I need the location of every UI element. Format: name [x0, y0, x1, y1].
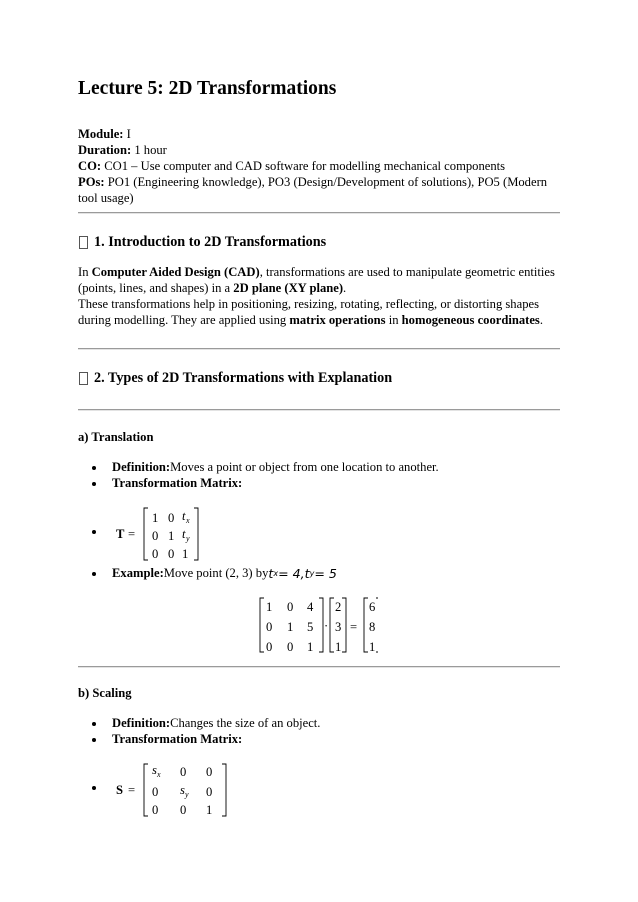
example-sub: x	[273, 569, 279, 578]
duration-label: Duration:	[78, 143, 132, 157]
module-label: Module:	[78, 127, 124, 141]
intro-text: .	[539, 313, 543, 327]
co-value: CO1 – Use computer and CAD software for modelling mechanical components	[101, 159, 506, 173]
example-text: Move point (2, 3) by	[163, 566, 269, 580]
module-value: I	[123, 127, 131, 141]
section-1-heading	[78, 234, 326, 251]
list-item	[92, 786, 112, 790]
intro-paragraph-1	[78, 264, 560, 296]
co-label: CO:	[78, 159, 102, 173]
right-bracket	[319, 598, 323, 652]
example-mid: = 4,	[278, 566, 305, 581]
bullet-dot-icon	[92, 786, 96, 790]
right-bracket	[194, 508, 198, 560]
matrix-cell: 0	[152, 803, 159, 817]
matrix-cell: 0	[206, 765, 213, 779]
matrix-cell: 1	[168, 529, 175, 543]
result-cell: 8	[369, 620, 376, 634]
matrix-cell: t	[182, 527, 186, 541]
section-divider	[78, 212, 560, 214]
matrix-cell: 0	[168, 547, 175, 561]
definition-label: Definition:	[112, 460, 171, 474]
result-cell: 1	[369, 640, 376, 654]
intro-bold-plane: 2D plane (XY plane)	[233, 281, 344, 295]
left-bracket	[330, 598, 334, 652]
intro-bold-matrix: matrix operations	[289, 313, 386, 327]
pos-value: PO1 (Engineering knowledge), PO3 (Design/Development of solutions), PO5 (Modern tool usage)	[78, 175, 548, 205]
intro-bold-cad: Computer Aided Design (CAD)	[91, 265, 260, 279]
intro-text: .	[343, 281, 347, 295]
list-item	[92, 460, 439, 475]
bullet-dot-icon	[92, 482, 96, 486]
missing-glyph-box-icon	[79, 236, 88, 249]
section-1-heading-text: 1. Introduction to 2D Transformations	[94, 234, 327, 250]
matrix-cell: 0	[152, 547, 159, 561]
bullet-dot-icon	[92, 530, 96, 534]
matrix-subscript: y	[185, 790, 189, 799]
left-bracket	[260, 598, 264, 652]
example-t: t	[304, 566, 310, 581]
translation-heading: a) Translation	[78, 430, 154, 444]
bullet-dot-icon	[92, 572, 96, 576]
matrix-cell: 0	[180, 765, 187, 779]
left-bracket	[144, 764, 148, 816]
result-cell: 6	[369, 600, 376, 614]
matrix-cell: 0	[266, 620, 273, 634]
matrix-cell: 1	[287, 620, 294, 634]
intro-text: These transformations help in positioning, resizing, rotating, reflecting, or distorting shapes during modelling. They are applied using	[78, 297, 539, 327]
intro-bold-homogeneous: homogeneous coordinates	[401, 313, 540, 327]
equals-sign: =	[128, 783, 136, 797]
translation-matrix	[114, 504, 254, 564]
matrix-cell: 0	[180, 803, 187, 817]
matrix-label: Transformation Matrix:	[112, 732, 243, 746]
definition-text: Moves a point or object from one location to another.	[170, 460, 439, 474]
matrix-cell: 4	[307, 600, 314, 614]
matrix-cell: 0	[287, 600, 294, 614]
matrix-cell: 1	[152, 511, 159, 525]
matrix-cell: 5	[307, 620, 314, 634]
bullet-dot-icon	[92, 466, 96, 470]
scaling-matrix	[114, 760, 284, 820]
missing-glyph-box-icon	[79, 372, 88, 385]
equals-sign: =	[128, 527, 136, 541]
vector-cell: 3	[335, 620, 342, 634]
matrix-subscript: x	[186, 516, 190, 525]
left-bracket	[144, 508, 148, 560]
right-bracket	[222, 764, 226, 816]
example-end: = 5	[314, 566, 337, 581]
matrix-cell: 1	[307, 640, 314, 654]
matrix-cell: 1	[266, 600, 273, 614]
vector-cell: 1	[335, 640, 342, 654]
section-divider	[78, 348, 560, 350]
definition-text: Changes the size of an object.	[170, 716, 321, 730]
matrix-cell: 0	[266, 640, 273, 654]
list-item	[92, 566, 337, 581]
matrix-cell: s	[180, 783, 185, 797]
duration-value: 1 hour	[131, 143, 167, 157]
intro-text: In	[78, 265, 92, 279]
bullet-dot-icon	[92, 738, 96, 742]
scaling-heading: b) Scaling	[78, 686, 132, 700]
multiply-dot: ·	[324, 619, 329, 633]
vector-cell: 2	[335, 600, 342, 614]
matrix-name: T	[116, 527, 125, 541]
matrix-subscript: y	[186, 534, 190, 543]
example-sub: y	[309, 569, 315, 578]
matrix-subscript: x	[157, 770, 161, 779]
lecture-meta	[78, 126, 560, 206]
matrix-cell: t	[182, 509, 186, 523]
section-divider	[78, 666, 560, 668]
intro-text: , transformations are used to manipulate geometric entities (points, lines, and shapes) in a	[78, 265, 555, 295]
pos-label: POs:	[78, 175, 105, 189]
intro-text: in	[385, 313, 402, 327]
intro-paragraph-2	[78, 296, 560, 328]
matrix-name: S	[116, 783, 124, 797]
definition-label: Definition:	[112, 716, 171, 730]
page-title: Lecture 5: 2D Transformations	[78, 78, 337, 99]
list-item	[92, 716, 320, 731]
example-t: t	[268, 566, 274, 581]
matrix-cell: s	[152, 763, 157, 777]
matrix-label: Transformation Matrix:	[112, 476, 243, 490]
bullet-dot-icon	[92, 722, 96, 726]
matrix-cell: 0	[206, 785, 213, 799]
list-item	[92, 476, 242, 491]
matrix-cell: 0	[152, 529, 159, 543]
section-divider	[78, 409, 560, 411]
right-bracket	[342, 598, 346, 652]
matrix-cell: 0	[168, 511, 175, 525]
matrix-cell: 1	[206, 803, 213, 817]
section-2-heading-text: 2. Types of 2D Transformations with Explanation	[94, 370, 393, 386]
translation-example-calc	[258, 595, 378, 655]
section-2-heading	[78, 370, 392, 387]
list-item	[92, 732, 242, 747]
matrix-cell: 0	[287, 640, 294, 654]
left-bracket	[364, 598, 368, 652]
matrix-cell: 1	[182, 547, 189, 561]
right-bracket	[376, 598, 378, 652]
example-label: Example:	[112, 566, 164, 580]
equals-sign: =	[350, 620, 358, 634]
matrix-cell: 0	[152, 785, 159, 799]
list-item	[92, 530, 112, 534]
